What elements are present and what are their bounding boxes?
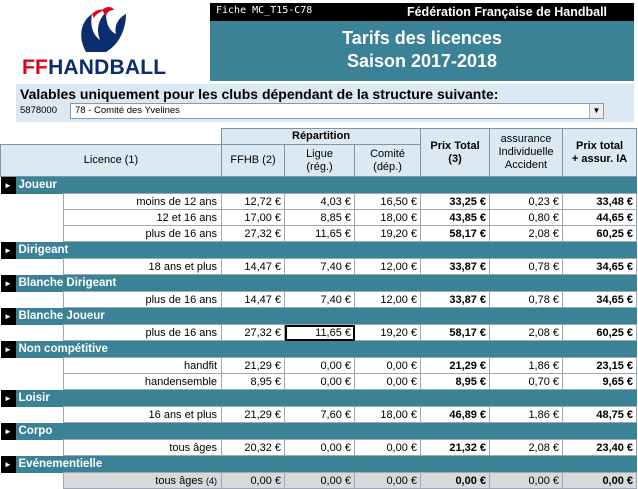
comite-cell[interactable]: 16,50 € [355, 194, 421, 210]
ffhandball-logo [0, 0, 210, 82]
category-name: Blanche Joueur [16, 308, 637, 325]
category-row [1, 390, 637, 407]
prix-total-cell[interactable]: 43,85 € [421, 210, 490, 226]
licence-label[interactable]: tous âges [64, 440, 222, 456]
assurance-header: assurance Individuelle Accident [490, 129, 563, 177]
prix-total-ia-cell[interactable]: 34,65 € [563, 292, 637, 308]
licence-label[interactable]: handfit [64, 358, 222, 374]
ffhb-cell[interactable]: 27,32 € [222, 325, 285, 341]
ligue-cell[interactable]: 0,00 € [285, 374, 355, 390]
table-row [1, 358, 637, 374]
row-marker-icon: ► [1, 456, 16, 473]
prix-total-ia-cell[interactable]: 9,65 € [563, 374, 637, 390]
ligue-cell[interactable]: 7,40 € [285, 292, 355, 308]
ligue-cell[interactable]: 11,65 € [285, 325, 355, 341]
prix-total-cell[interactable]: 46,89 € [421, 407, 490, 423]
row-marker-icon: ► [1, 423, 16, 440]
prix-total-cell[interactable]: 33,25 € [421, 194, 490, 210]
footnote-marker: (4) [206, 475, 218, 486]
category-row [1, 308, 637, 325]
comite-cell[interactable]: 19,20 € [355, 325, 421, 341]
table-row [1, 210, 637, 226]
brand-wordmark: FFHANDBALL [22, 56, 167, 79]
title-banner [210, 21, 634, 81]
structure-code: 5878000 [20, 105, 57, 116]
ffhb-header: FFHB (2) [222, 145, 285, 177]
page-title: Tarifs des licences [342, 28, 502, 48]
prix-total-cell[interactable]: 21,32 € [421, 440, 490, 456]
prix-total-ia-cell[interactable]: 48,75 € [563, 407, 637, 423]
ligue-cell[interactable]: 8,85 € [285, 210, 355, 226]
organization-name: Fédération Française de Handball [380, 3, 634, 21]
assurance-cell[interactable]: 0,70 € [490, 374, 563, 390]
row-marker-icon: ► [1, 308, 16, 325]
prix-total-ia-cell[interactable]: 33,48 € [563, 194, 637, 210]
category-row [1, 275, 637, 292]
licence-label[interactable]: plus de 16 ans [64, 325, 222, 341]
prix-total-cell[interactable]: 21,29 € [421, 358, 490, 374]
prix-total-ia-cell[interactable]: 60,25 € [563, 226, 637, 242]
category-row [1, 341, 637, 358]
structure-filter [16, 84, 634, 122]
assurance-cell[interactable]: 0,00 € [490, 473, 563, 489]
repartition-header: Répartition [222, 129, 421, 145]
rooster-logo-icon [72, 4, 132, 56]
ligue-cell[interactable]: 4,03 € [285, 194, 355, 210]
prix-total-ia-cell[interactable]: 44,65 € [563, 210, 637, 226]
prix-total-cell[interactable]: 8,95 € [421, 374, 490, 390]
category-row [1, 177, 637, 194]
prix-total-ia-cell[interactable]: 23,40 € [563, 440, 637, 456]
structure-select[interactable] [70, 103, 604, 119]
licence-label[interactable]: moins de 12 ans [64, 194, 222, 210]
row-marker-icon: ► [1, 275, 16, 292]
comite-cell[interactable]: 0,00 € [355, 358, 421, 374]
licence-label[interactable]: 16 ans et plus [64, 407, 222, 423]
category-name: Blanche Dirigeant [16, 275, 637, 292]
comite-cell[interactable]: 19,20 € [355, 226, 421, 242]
comite-cell[interactable]: 0,00 € [355, 374, 421, 390]
ffhb-cell[interactable]: 17,00 € [222, 210, 285, 226]
table-row [1, 292, 637, 308]
prix-total-cell[interactable]: 58,17 € [421, 325, 490, 341]
prix-total-ia-cell[interactable]: 60,25 € [563, 325, 637, 341]
prix-total-ia-cell[interactable]: 0,00 € [563, 473, 637, 489]
assurance-cell[interactable]: 1,86 € [490, 407, 563, 423]
ligue-cell[interactable]: 11,65 € [285, 226, 355, 242]
ffhb-cell[interactable]: 20,32 € [222, 440, 285, 456]
assurance-cell[interactable]: 2,08 € [490, 226, 563, 242]
assurance-cell[interactable]: 0,78 € [490, 259, 563, 275]
ffhb-cell[interactable]: 27,32 € [222, 226, 285, 242]
category-row [1, 456, 637, 473]
assurance-cell[interactable]: 1,86 € [490, 358, 563, 374]
ffhb-cell[interactable]: 8,95 € [222, 374, 285, 390]
table-row [1, 473, 637, 489]
table-row [1, 194, 637, 210]
ligue-header: Ligue (rég.) [285, 145, 355, 177]
comite-header: Comité (dép.) [355, 145, 421, 177]
comite-cell[interactable]: 0,00 € [355, 473, 421, 489]
assurance-cell[interactable]: 2,08 € [490, 440, 563, 456]
comite-cell[interactable]: 0,00 € [355, 440, 421, 456]
sheet-tag: Fiche MC_T15-C78 [210, 3, 380, 21]
prix-total-cell[interactable]: 33,87 € [421, 292, 490, 308]
assurance-cell[interactable]: 0,23 € [490, 194, 563, 210]
table-row [1, 259, 637, 275]
prix-total-ia-cell[interactable]: 34,65 € [563, 259, 637, 275]
structure-select-value: 78 - Comité des Yvelines [75, 105, 180, 116]
row-marker-icon: ► [1, 390, 16, 407]
licence-label[interactable]: handensemble [64, 374, 222, 390]
category-name: Corpo [16, 423, 637, 440]
ligue-cell[interactable]: 0,00 € [285, 440, 355, 456]
prix-total-cell[interactable]: 58,17 € [421, 226, 490, 242]
assurance-cell[interactable]: 0,78 € [490, 292, 563, 308]
row-marker-icon: ► [1, 341, 16, 358]
row-marker-icon: ► [1, 242, 16, 259]
comite-cell[interactable]: 12,00 € [355, 259, 421, 275]
ligue-cell[interactable]: 7,40 € [285, 259, 355, 275]
comite-cell[interactable]: 12,00 € [355, 292, 421, 308]
filter-label: Valables uniquement pour les clubs dépendant de la structure suivante: [20, 86, 499, 102]
category-name: Joueur [16, 177, 637, 194]
season-label: Saison 2017-2018 [346, 51, 498, 71]
ffhb-cell[interactable]: 14,47 € [222, 292, 285, 308]
prix-total-cell[interactable]: 33,87 € [421, 259, 490, 275]
licence-label[interactable]: plus de 16 ans [64, 226, 222, 242]
prix-total-header: Prix Total (3) [421, 129, 490, 177]
ligue-cell[interactable]: 0,00 € [285, 358, 355, 374]
chevron-down-icon[interactable]: ▼ [589, 104, 603, 118]
ligue-cell[interactable]: 0,00 € [285, 473, 355, 489]
ffhb-cell[interactable]: 0,00 € [222, 473, 285, 489]
table-row [1, 325, 637, 341]
category-row [1, 423, 637, 440]
table-row [1, 374, 637, 390]
table-row [1, 226, 637, 242]
licence-label[interactable]: 18 ans et plus [64, 259, 222, 275]
prix-total-ia-cell[interactable]: 23,15 € [563, 358, 637, 374]
licence-header: Licence (1) [1, 145, 222, 177]
comite-cell[interactable]: 18,00 € [355, 407, 421, 423]
assurance-cell[interactable]: 0,80 € [490, 210, 563, 226]
licence-label[interactable]: tous âges (4) [64, 473, 222, 489]
prix-total-ia-header: Prix total + assur. IA [563, 129, 637, 177]
ffhb-cell[interactable]: 14,47 € [222, 259, 285, 275]
ligue-cell[interactable]: 7,60 € [285, 407, 355, 423]
category-row [1, 242, 637, 259]
licence-label[interactable]: 12 et 16 ans [64, 210, 222, 226]
comite-cell[interactable]: 18,00 € [355, 210, 421, 226]
ffhb-cell[interactable]: 12,72 € [222, 194, 285, 210]
category-name: Dirigeant [16, 242, 637, 259]
tariff-table [0, 128, 637, 489]
category-name: Evénementielle [16, 456, 637, 473]
table-row [1, 440, 637, 456]
category-name: Loisir [16, 390, 637, 407]
assurance-cell[interactable]: 2,08 € [490, 325, 563, 341]
prix-total-cell[interactable]: 0,00 € [421, 473, 490, 489]
ffhb-cell[interactable]: 21,29 € [222, 358, 285, 374]
table-row [1, 407, 637, 423]
licence-label[interactable]: plus de 16 ans [64, 292, 222, 308]
row-marker-icon: ► [1, 177, 16, 194]
ffhb-cell[interactable]: 21,29 € [222, 407, 285, 423]
category-name: Non compétitive [16, 341, 637, 358]
